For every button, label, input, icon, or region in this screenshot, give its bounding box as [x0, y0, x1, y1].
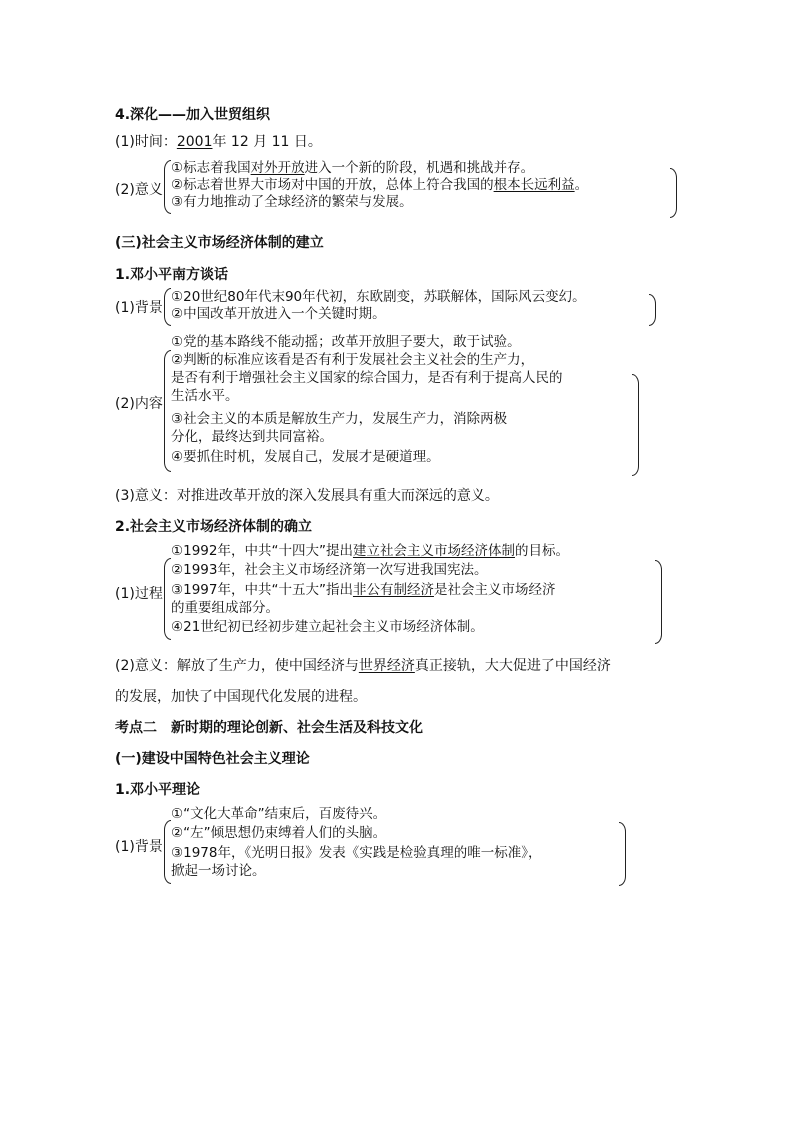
left-brace — [164, 288, 171, 326]
time-rest: 年 12 月 11 日。 — [212, 134, 322, 150]
wto-sig-item-2: ②标志着世界大市场对中国的开放，总体上符合我国的根本长远利益。 — [171, 177, 589, 193]
heading-market-economy-establish: 2.社会主义市场经济体制的确立 — [115, 519, 313, 535]
market-proc-item-2: ②1993年，社会主义市场经济第一次写进我国宪法。 — [171, 562, 488, 578]
left-brace — [164, 558, 171, 640]
theory-bg-item-3-cont: 掀起一场讨论。 — [171, 863, 266, 879]
theory-bg-item-1: ①“文化大革命”结束后，百废待兴。 — [171, 806, 387, 822]
left-brace — [164, 820, 171, 884]
heading-deng-south-talk: 1.邓小平南方谈话 — [115, 267, 229, 283]
deng-bg-item-1: ①20世纪80年代末90年代初，东欧剧变，苏联解体，国际风云变幻。 — [171, 289, 586, 305]
right-brace — [632, 374, 639, 476]
deng-background-label: (1)背景 — [115, 300, 163, 316]
left-brace — [164, 160, 171, 214]
heading-deng-theory: 1.邓小平理论 — [115, 782, 201, 798]
section-heading-wto: 4.深化——加入世贸组织 — [115, 107, 271, 123]
theory-bg-item-3: ③1978年，《光明日报》发表《实践是检验真理的唯一标准》， — [171, 845, 542, 861]
heading-socialist-theory: (一)建设中国特色社会主义理论 — [115, 751, 310, 767]
wto-sig-item-1: ①标志着我国对外开放进入一个新的阶段，机遇和挑战并存。 — [171, 160, 535, 176]
theory-background-label: (1)背景 — [115, 839, 163, 855]
left-brace — [164, 350, 171, 472]
heading-test-point-2: 考点二 新时期的理论创新、社会生活及科技文化 — [115, 720, 423, 736]
market-meaning: (2)意义：解放了生产力，使中国经济与世界经济真正接轨，大大促进了中国经济 — [115, 658, 611, 674]
market-proc-item-3: ③1997年，中共“十五大”指出非公有制经济是社会主义市场经济 — [171, 582, 556, 598]
deng-bg-item-2: ②中国改革开放进入一个关键时期。 — [171, 306, 386, 322]
deng-meaning: (3)意义：对推进改革开放的深入发展具有重大而深远的意义。 — [115, 488, 499, 504]
wto-time-line — [115, 131, 322, 151]
section-heading-market-economy: (三)社会主义市场经济体制的建立 — [115, 235, 324, 251]
wto-sig-item-3: ③有力地推动了全球经济的繁荣与发展。 — [171, 194, 413, 210]
market-meaning-cont: 的发展，加快了中国现代化发展的进程。 — [115, 689, 367, 705]
right-brace — [655, 560, 662, 644]
deng-content-item-3: ③社会主义的本质是解放生产力，发展生产力，消除两极 — [171, 411, 508, 427]
market-proc-item-3-cont: 的重要组成部分。 — [171, 600, 279, 616]
right-brace — [670, 168, 677, 218]
theory-bg-item-2: ②“左”倾思想仍束缚着人们的头脑。 — [171, 825, 387, 841]
wto-significance-label: (2)意义 — [115, 182, 163, 198]
deng-content-item-3-cont: 分化，最终达到共同富裕。 — [171, 429, 333, 445]
market-proc-item-4: ④21世纪初已经初步建立起社会主义市场经济体制。 — [171, 619, 484, 635]
deng-content-label: (2)内容 — [115, 396, 163, 412]
right-brace — [649, 294, 656, 326]
deng-content-item-4: ④要抓住时机，发展自己，发展才是硬道理。 — [171, 449, 440, 465]
market-process-label: (1)过程 — [115, 586, 163, 602]
deng-content-item-2-cont: 是否有利于增强社会主义国家的综合国力，是否有利于提高人民的 — [171, 370, 563, 386]
time-label: (1)时间： — [115, 134, 177, 150]
time-year: 2001 — [176, 134, 213, 150]
market-proc-item-1: ①1992年，中共“十四大”提出建立社会主义市场经济体制的目标。 — [171, 543, 569, 559]
deng-content-item-1: ①党的基本路线不能动摇；改革开放胆子要大，敢于试验。 — [171, 334, 521, 350]
right-brace — [619, 822, 626, 886]
deng-content-item-2-cont: 生活水平。 — [171, 388, 239, 404]
deng-content-item-2: ②判断的标准应该看是否有利于发展社会主义社会的生产力， — [171, 352, 535, 368]
